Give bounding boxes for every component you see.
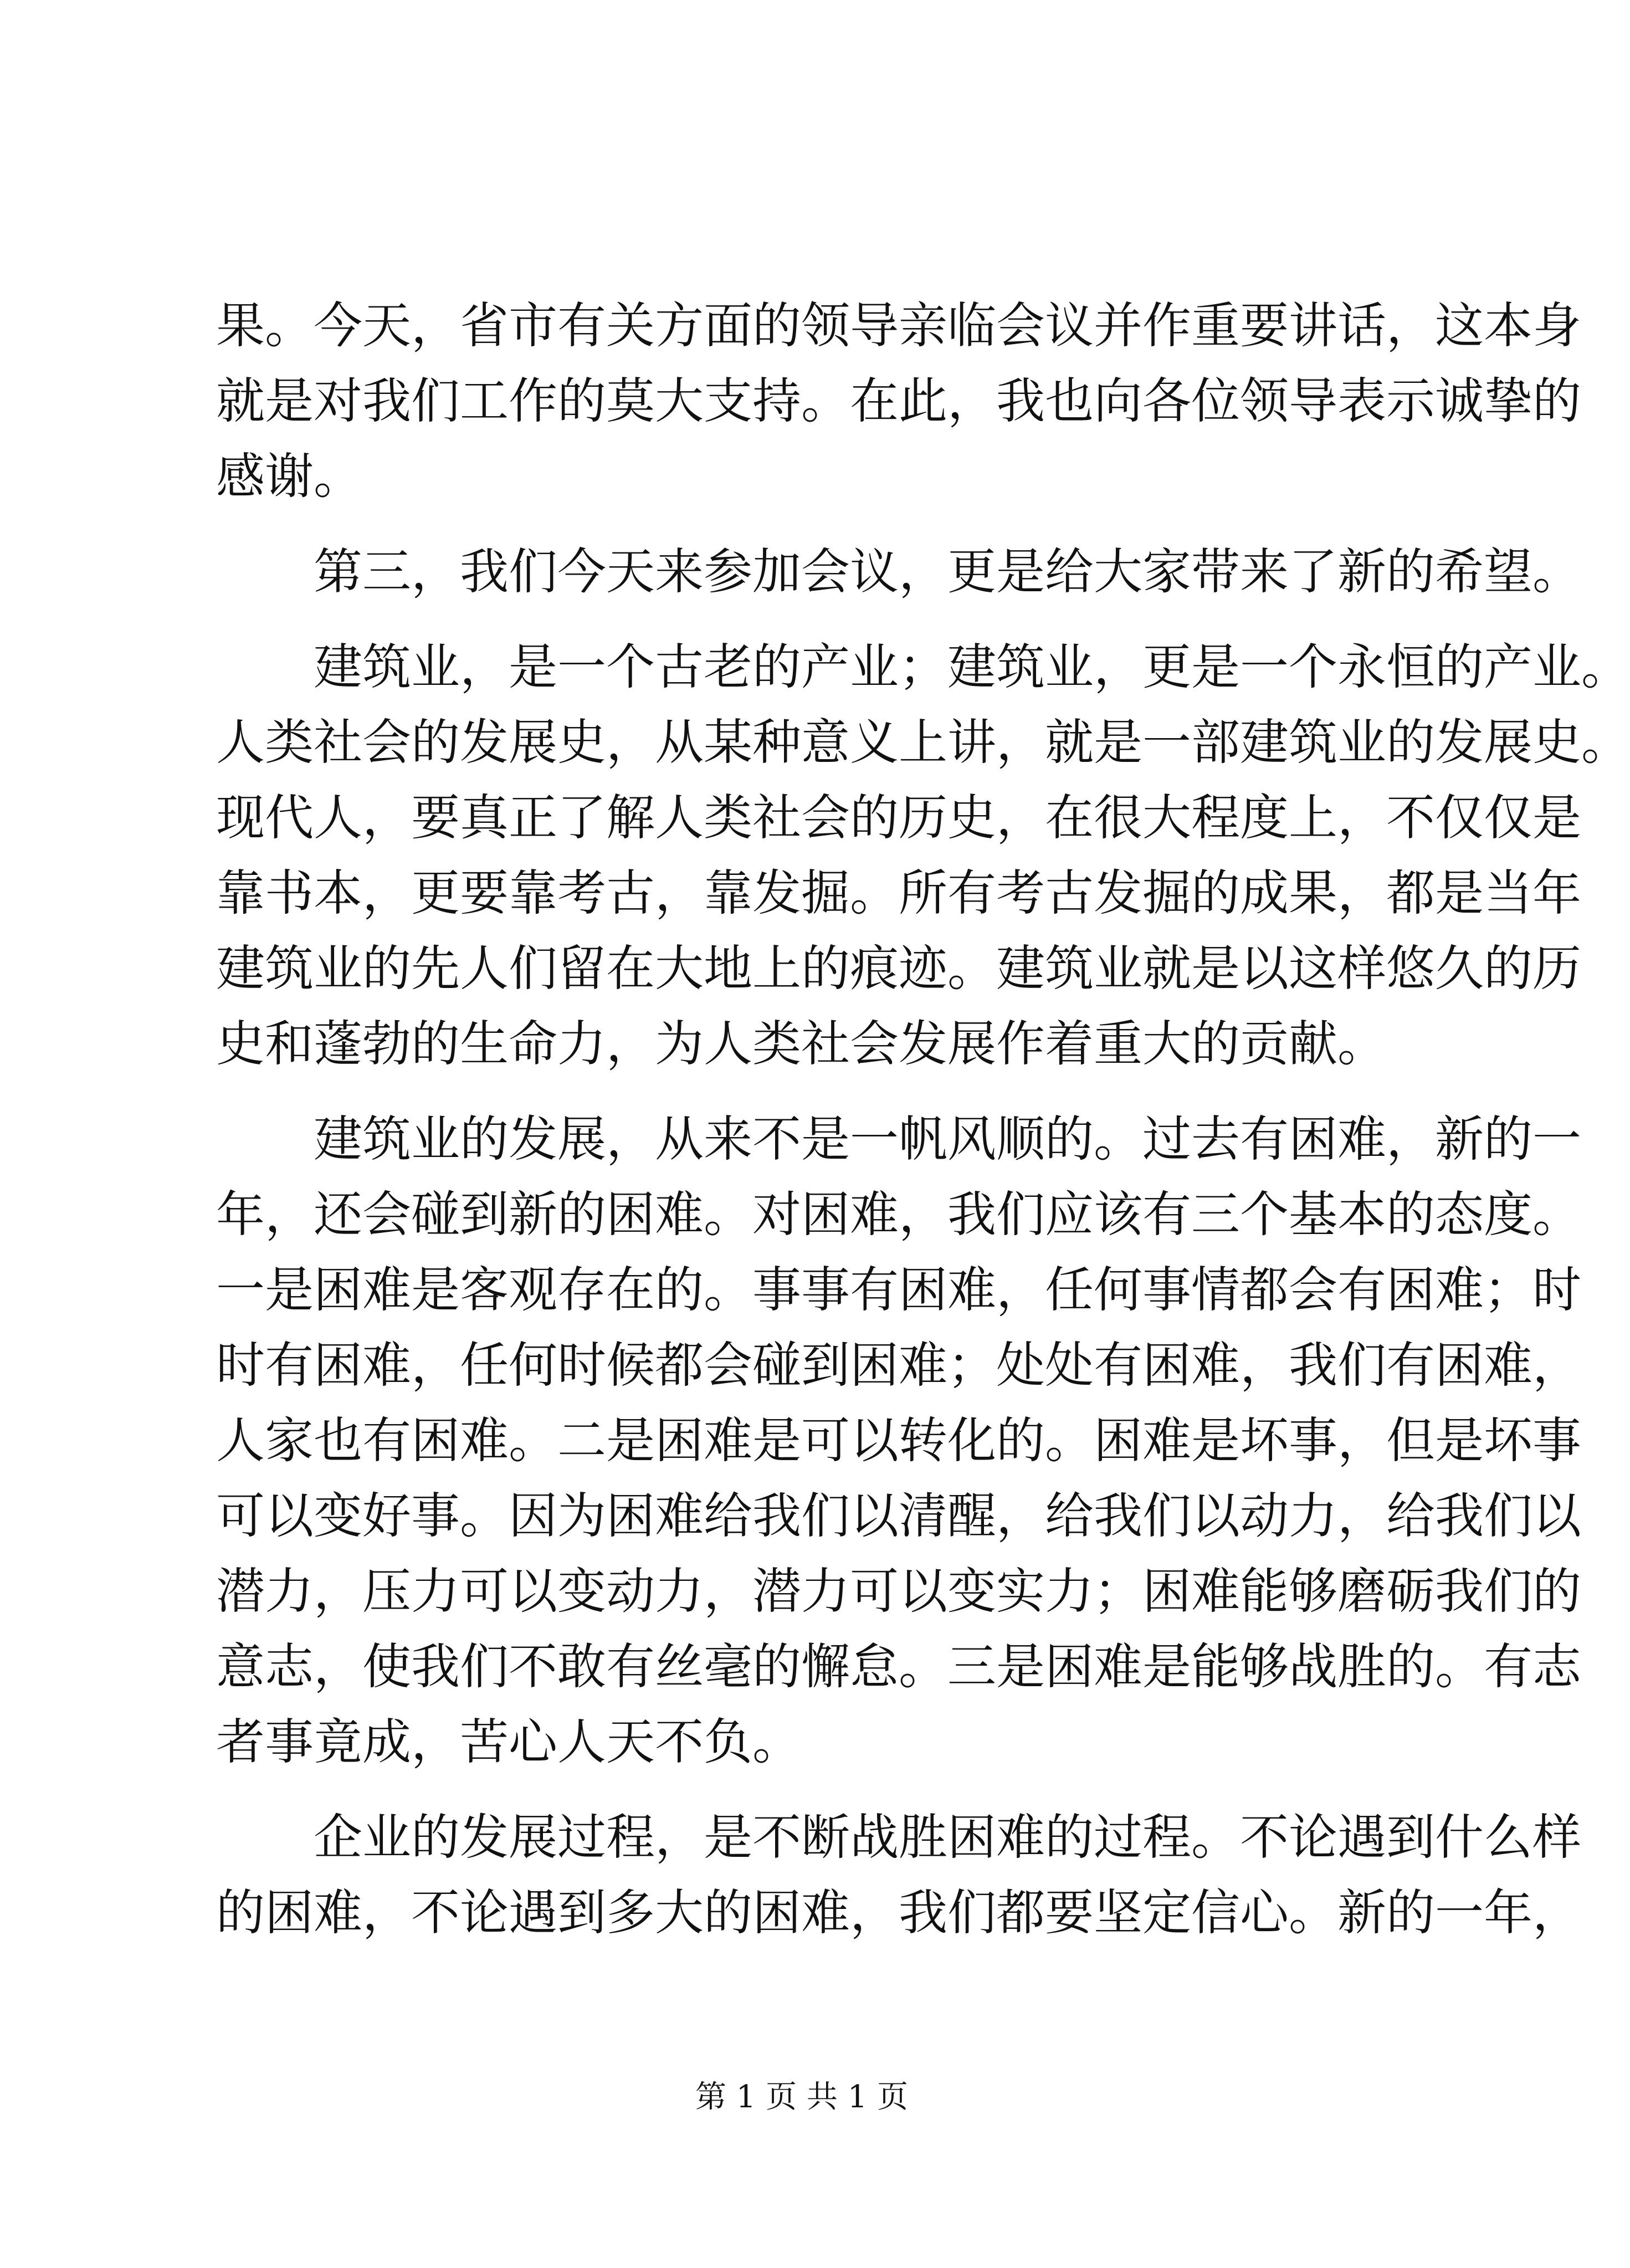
text-line: 者事竟成，苦心人天不负。 [216, 1713, 802, 1770]
text-line: 现代人，要真正了解人类社会的历史，在很大程度上，不仅仅是 [216, 789, 1582, 846]
text-line: 第三，我们今天来参加会议，更是给大家带来了新的希望。 [216, 543, 1582, 600]
page-footer: 第 1 页 共 1 页 [695, 2079, 909, 2115]
text-line: 果。今天，省市有关方面的领导亲临会议并作重要讲话，这本身 [216, 297, 1582, 354]
text-line: 可以变好事。因为困难给我们以清醒，给我们以动力，给我们以 [216, 1487, 1582, 1544]
text-line: 的困难，不论遇到多大的困难，我们都要坚定信心。新的一年， [216, 1884, 1582, 1941]
text-line: 年，还会碰到新的困难。对困难，我们应该有三个基本的态度。 [216, 1186, 1582, 1243]
text-line: 建筑业的先人们留在大地上的痕迹。建筑业就是以这样悠久的历 [216, 940, 1582, 997]
text-line: 人类社会的发展史，从某种意义上讲，就是一部建筑业的发展史。 [216, 714, 1630, 771]
document-body [216, 288, 1630, 1950]
text-line: 靠书本，更要靠考古，靠发掘。所有考古发掘的成果，都是当年 [216, 864, 1582, 921]
text-line: 建筑业的发展，从来不是一帆风顺的。过去有困难，新的一 [216, 1110, 1582, 1168]
text-line: 意志，使我们不敢有丝毫的懈怠。三是困难是能够战胜的。有志 [216, 1638, 1582, 1695]
text-line: 就是对我们工作的莫大支持。在此，我也向各位领导表示诚挚的 [216, 372, 1582, 429]
text-line: 一是困难是客观存在的。事事有困难，任何事情都会有困难；时 [216, 1261, 1582, 1318]
text-line: 史和蓬勃的生命力，为人类社会发展作着重大的贡献。 [216, 1015, 1387, 1072]
text-line: 感谢。 [216, 448, 363, 505]
text-line: 时有困难，任何时候都会碰到困难；处处有困难，我们有困难， [216, 1337, 1582, 1394]
text-line: 建筑业，是一个古老的产业；建筑业，更是一个永恒的产业。 [216, 638, 1630, 695]
text-line: 潜力，压力可以变动力，潜力可以变实力；困难能够磨砺我们的 [216, 1563, 1582, 1620]
text-line: 企业的发展过程，是不断战胜困难的过程。不论遇到什么样 [216, 1809, 1582, 1866]
text-line: 人家也有困难。二是困难是可以转化的。困难是坏事，但是坏事 [216, 1412, 1582, 1469]
